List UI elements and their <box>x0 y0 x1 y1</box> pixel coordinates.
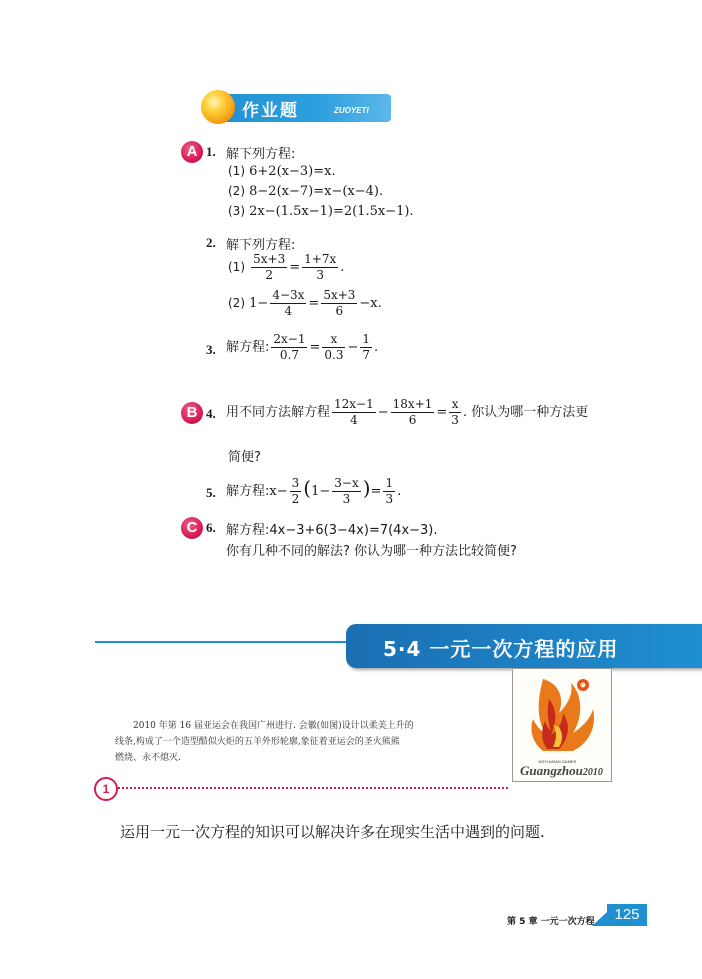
homework-subtitle: ZUOYETI <box>334 106 369 115</box>
problem-6-number: 6. <box>206 520 216 535</box>
body-paragraph: 运用一元一次方程的知识可以解决许多在现实生活中遇到的问题. <box>120 823 545 841</box>
problem-1-number: 1. <box>206 144 216 159</box>
problem-6-line-2: 你有几种不同的解法? 你认为哪一种方法比较简便? <box>226 544 517 559</box>
level-c-badge: C <box>181 517 203 539</box>
page-number: 125 <box>607 904 647 926</box>
dotted-divider <box>118 787 508 789</box>
problem-4-line-2: 简便? <box>228 450 261 465</box>
orange-ball-icon <box>201 90 235 124</box>
problem-2-item-1: (1) $\frac{5x+3}{2}$ = $\frac{1+7x}{3}$ . <box>228 252 345 282</box>
problem-5-number: 5. <box>206 485 216 500</box>
level-b-badge: B <box>181 402 203 424</box>
problem-3-number: 3. <box>206 342 216 357</box>
problem-1-item-1: (1) 6+2(x−3)=x. <box>228 164 336 179</box>
homework-title: 作业题 <box>242 101 299 121</box>
page-tab-corner <box>592 912 607 926</box>
problem-2-prompt: 解下列方程: <box>226 238 296 253</box>
level-a-badge: A <box>181 141 203 163</box>
problem-4-equation: 用不同方法解方程 $\frac{12x-1}{4}$ − $\frac{18x+1}{6}$ = $\frac{x}{3}$ . 你认为哪一种方法更 <box>226 397 589 427</box>
section-divider-line <box>95 641 357 643</box>
problem-2-number: 2. <box>206 235 216 250</box>
emblem-wordmark: Guangzhou2010 <box>520 763 603 778</box>
emblem-small-text: 16TH ASIAN GAMES <box>538 759 577 764</box>
section-title: 5·4 一元一次方程的应用 <box>383 637 619 661</box>
intro-line-3: 燃烧、永不熄灭. <box>115 753 181 763</box>
step-number-marker: 1 <box>94 777 118 801</box>
problem-1-item-2: (2) 8−2(x−7)=x−(x−4). <box>228 184 384 199</box>
problem-2-item-2: (2) 1− $\frac{4-3x}{4}$ = $\frac{5x+3}{6}$ −x. <box>228 288 382 318</box>
problem-5-equation: 解方程:x− $\frac{3}{2}$ (1− $\frac{3-x}{3}$ )= $\frac{1}{3}$ . <box>226 476 402 506</box>
problem-1-prompt: 解下列方程: <box>226 147 296 162</box>
intro-line-1: 2010 年第 16 届亚运会在我国广州进行. 会徽(如图)设计以柔美上升的 <box>133 721 414 731</box>
problem-3-equation: 解方程: $\frac{2x-1}{0.7}$ = $\frac{x}{0.3}$ − $\frac{1}{7}$ . <box>226 332 379 362</box>
intro-line-2: 线条,构成了一个造型酷似火炬的五羊外形轮廓,象征着亚运会的圣火熊熊 <box>115 737 400 747</box>
chapter-footer: 第 5 章 一元一次方程 <box>507 917 595 927</box>
problem-6-line-1: 解方程:4x−3+6(3−4x)=7(4x−3). <box>226 523 438 538</box>
problem-4-number: 4. <box>206 406 216 421</box>
problem-1-item-3: (3) 2x−(1.5x−1)=2(1.5x−1). <box>228 204 414 219</box>
